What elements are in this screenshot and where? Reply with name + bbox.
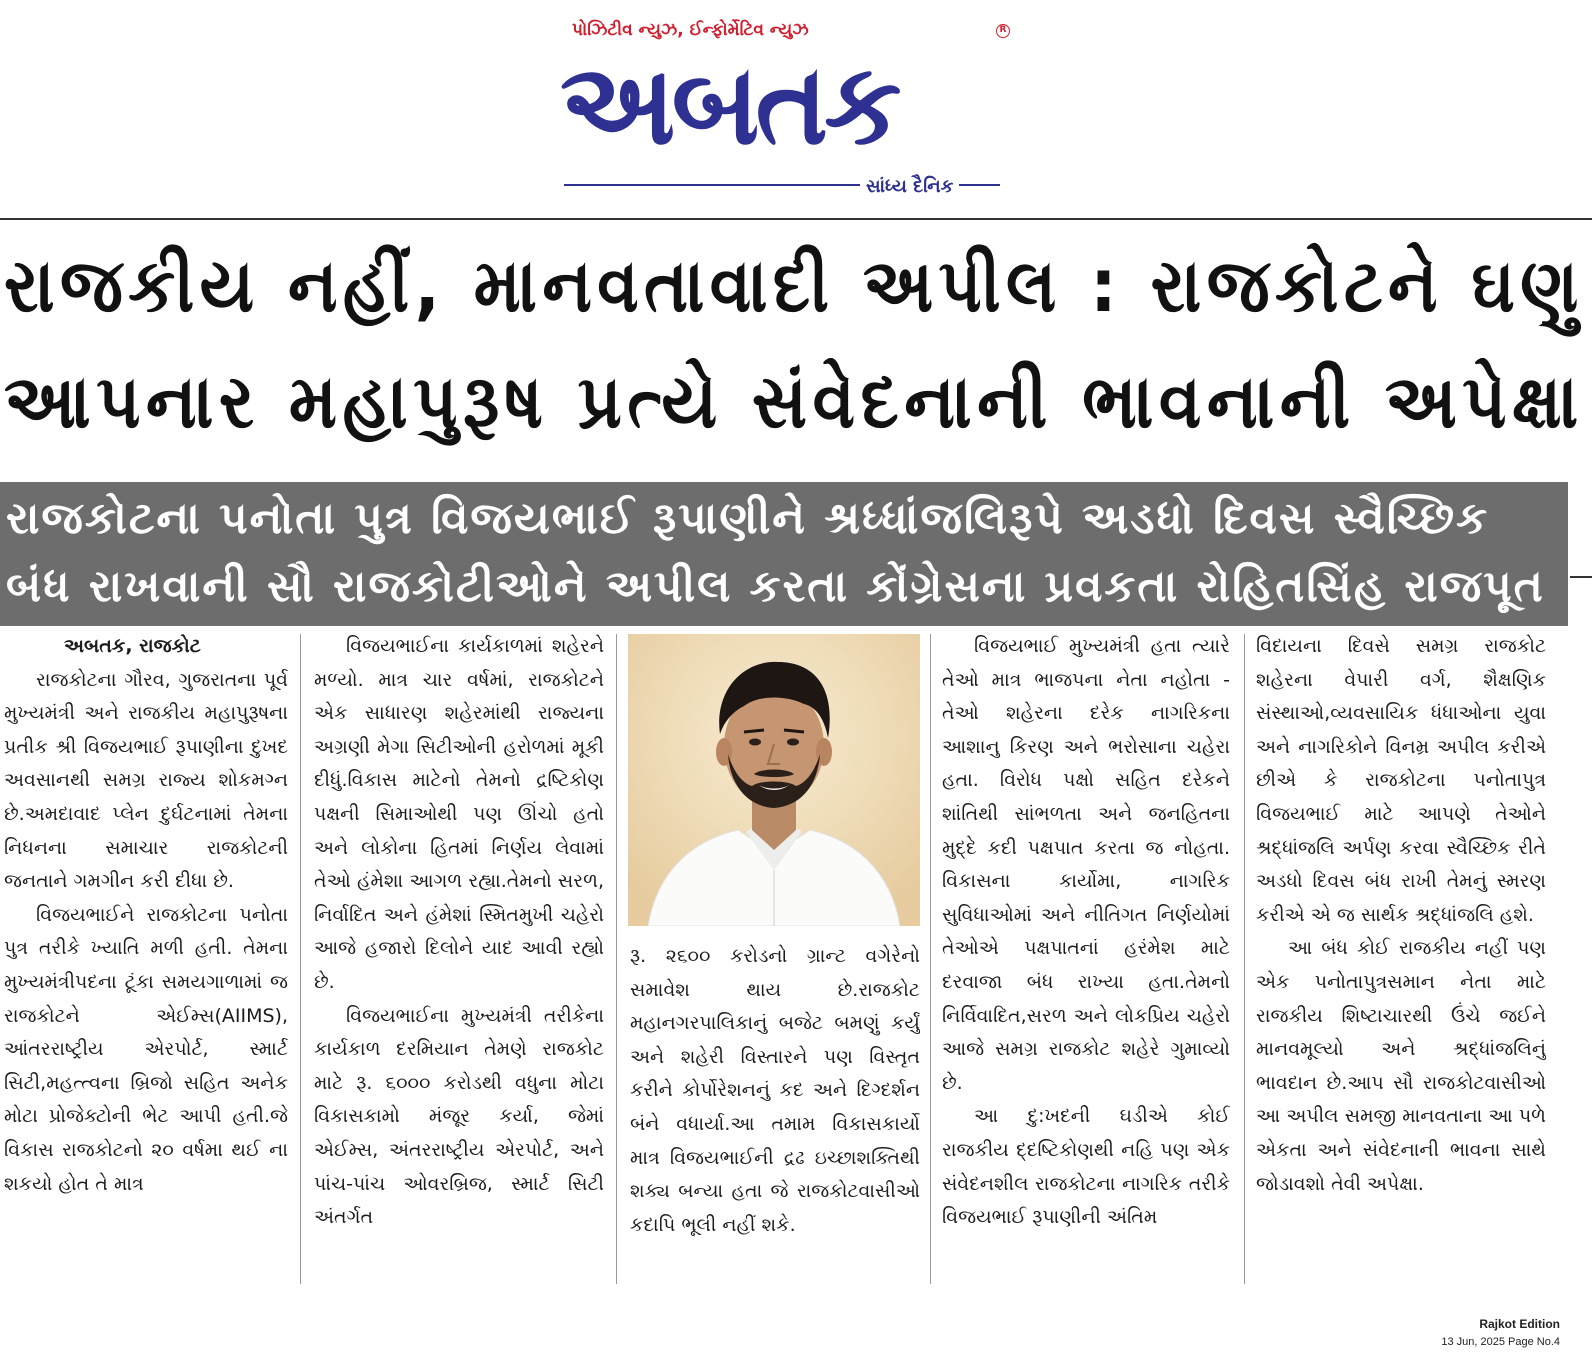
article-column-2 [314, 630, 604, 1290]
subheadline-line-2: બંધ રાખવાની સૌ રાજકોટીઓને અપીલ કરતા કોંગ્રેસના પ્રવકતા રોહિતસિંહ રાજપૂત [6, 561, 1545, 612]
column-divider [616, 634, 617, 1284]
subheadline-line-1: રાજકોટના પનોતા પુત્ર વિજયભાઈ રૂપાણીને શ્રધ્ધાંજલિરૂપે અડધો દિવસ સ્વૈચ્છિક [6, 493, 1490, 544]
subheadline-band [0, 482, 1568, 626]
column-divider [300, 634, 301, 1284]
masthead-tagline: પોઝિટીવ ન્યુઝ, ઈન્ફોર્મેટિવ ન્યુઝ [572, 20, 809, 40]
article-paragraph: વિજયભાઈના કાર્યકાળમાં શહેરને મળ્યો. માત્ર ચાર વર્ષમાં, રાજકોટને એક સાધારણ શહેરમાંથી રાજ્યના અગ્રણી મેગા સિટીઓની હરોળમાં મૂકી દીધું.વિકાસ માટેનો તેમનો દ્રષ્ટિકોણ પક્ષની સિમાઓથી પણ ઊંચો હતો અને લોકોના હિતમાં નિર્ણય લેવામાં તેઓ હંમેશા આગળ રહ્યા.તેમનો સરળ, નિર્વાદિત અને હંમેશાં સ્મિતમુખી ચહેરો આજે હજારો દિલોને યાદ આવી રહ્યો છે. [314, 635, 604, 993]
margin-tick [1570, 576, 1592, 578]
masthead [560, 14, 1020, 204]
article-paragraph: વિદાયના દિવસે સમગ્ર રાજકોટ શહેરના વેપારી વર્ગ, શૈક્ષણિક સંસ્થાઓ,વ્યવસાયિક ધંધાઓના યુવા અને નાગરિકોને વિનમ્ર અપીલ કરીએ છીએ કે રાજકોટના પનોતાપુત્ર વિજયભાઈ માટે આપણે તેઓને શ્રદ્ધાંજલિ અર્પણ કરવા સ્વૈચ્છિક રીતે અડધો દિવસ બંધ રાખી તેમનું સ્મરણ કરીએ એ જ સાર્થક શ્રદ્ધાંજલિ હશે. [1256, 635, 1546, 926]
masthead-divider [0, 218, 1592, 220]
headline-line-1: રાજકીય નહીં, માનવતાવાદી અપીલ : રાજકોટને ઘણુ [4, 243, 1584, 329]
edition-type-label: સાંધ્ય દૈનિક [860, 176, 959, 197]
article-paragraph: રાજકોટના ગૌરવ, ગુજરાતના પૂર્વ મુખ્યમંત્રી અને રાજકીય મહાપુરૂષના પ્રતીક શ્રી વિજયભાઈ રૂપાણીના દુખદ અવસાનથી સમગ્ર રાજ્ય શોકમગ્ન છે.અમદાવાદ પ્લેન દુર્ઘટનામાં તેમના નિધનના સમાચાર રાજકોટની જનતાને ગમગીન કરી દીધા છે. [4, 668, 288, 893]
portrait-photo [628, 634, 920, 926]
article-column-5 [1256, 630, 1546, 1290]
column-divider [930, 634, 931, 1284]
column-divider [1244, 634, 1245, 1284]
article-paragraph: આ બંધ કોઈ રાજકીય નહીં પણ એક પનોતાપુત્રસમાન નેતા માટે રાજકીય શિષ્ટાચારથી ઉંચે જઈને માનવમૂલ્યો અને શ્રદ્ધાંજલિનું ભાવદાન છે.આપ સૌ રાજકોટવાસીઓ આ અપીલ સમજી માનવતાના આ પળે એકતા અને સંવેદનાની ભાવના સાથે જોડાવશો તેવી અપેક્ષા. [1256, 937, 1546, 1195]
article-column-3 [630, 940, 920, 1290]
page-info: 13 Jun, 2025 Page No.4 [1441, 1336, 1560, 1348]
article-paragraph: વિજયભાઈને રાજકોટના પનોતા પુત્ર તરીકે ખ્યાતિ મળી હતી. તેમના મુખ્યમંત્રીપદના ટૂંકા સમયગાળામાં જ રાજકોટને એઈમ્સ(AIIMS), આંતરરાષ્ટ્રીય એરપોર્ટ, સ્માર્ટ સિટી,મહત્ત્વના બ્રિજો સહિત અનેક મોટા પ્રોજેક્ટોની ભેટ આપી હતી.જે વિકાસ રાજકોટનો ૨૦ વર્ષમા થઈ ના શકયો હોત તે માત્ર [4, 903, 288, 1195]
article-paragraph: રૂ. ૨૬૦૦ કરોડનો ગ્રાન્ટ વગેરેનો સમાવેશ થાય છે.રાજકોટ મહાનગરપાલિકાનું બજેટ બમણું કર્યું અને શહેરી વિસ્તારને પણ વિસ્તૃત કરીને કોર્પોરેશનનું કદ અને દિગ્દર્શન બંને વધાર્યા.આ તમામ વિકાસકાર્યો માત્ર વિજયભાઈની દ્રઢ ઇચ્છાશક્તિથી શક્ય બન્યા હતા જે રાજકોટવાસીઓ કદાપિ ભૂલી નહીં શકે. [630, 945, 920, 1236]
article-dateline: અબતક, રાજકોટ [64, 635, 201, 657]
registered-trademark-icon: R [996, 24, 1010, 38]
article-paragraph: આ દુ:ખદની ઘડીએ કોઈ રાજકીય દ્દષ્ટિકોણથી નહિ પણ એક સંવેદનશીલ રાજકોટના નાગરિક તરીકે વિજયભાઈ રૂપાણીની અંતિમ [942, 1105, 1230, 1229]
article-column-4 [942, 630, 1230, 1290]
article-paragraph: વિજયભાઈના મુખ્યમંત્રી તરીકેના કાર્યકાળ દરમિયાન તેમણે રાજકોટ માટે રૂ. ૬૦૦૦ કરોડથી વધુના મોટા વિકાસકામો મંજૂર કર્યા, જેમાં એઈમ્સ, અંતરરાષ્ટ્રીય એરપોર્ટ, અને પાંચ-પાંચ ઓવરબ્રિજ, સ્માર્ટ સિટી અંતર્ગત [314, 1004, 604, 1229]
newspaper-logo: અબતક [560, 40, 898, 170]
headline-line-2: આપનાર મહાપુરૂષ પ્રત્યે સંવેદનાની ભાવનાની અપેક્ષા [4, 359, 1584, 445]
edition-label: Rajkot Edition [1479, 1317, 1560, 1331]
article-paragraph: વિજયભાઈ મુખ્યમંત્રી હતા ત્યારે તેઓ માત્ર ભાજપના નેતા નહોતા - તેઓ શહેરના દરેક નાગરિકના આશાનુ કિરણ અને ભરોસાના ચહેરા હતા. વિરોધ પક્ષો સહિત દરેકને શાંતિથી સાંભળતા અને જનહિતના મુદ્દે કદી પક્ષપાત કરતા જ નોહતા. વિકાસના કાર્યોમા, નાગરિક સુવિધાઓમાં અને નીતિગત નિર્ણયોમાં તેઓએ પક્ષપાતનાં હરંમેશ માટે દરવાજા બંધ રાખ્યા હતા.તેમનો નિર્વિવાદિત,સરળ અને લોકપ્રિય ચહેરો આજે સમગ્ર રાજકોટ શહેરે ગુમાવ્યો છે. [942, 635, 1230, 1094]
portrait-illustration [628, 634, 920, 926]
article-column-1 [4, 630, 288, 1290]
